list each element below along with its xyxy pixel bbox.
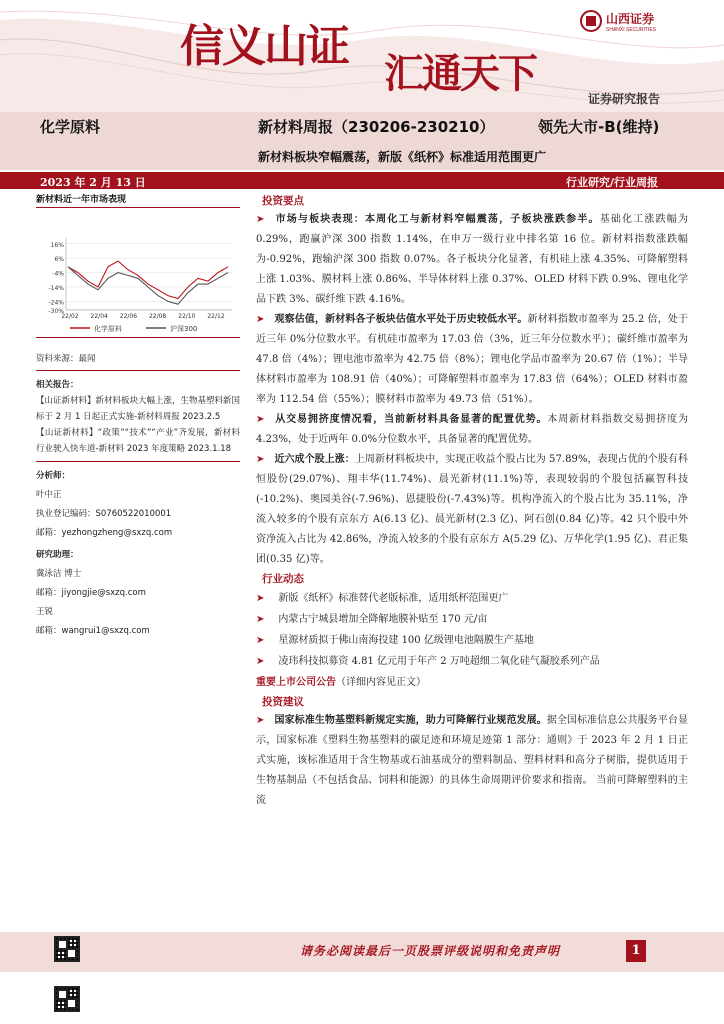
rating: 领先大市-B(维持): [538, 118, 660, 136]
section-investment-advice: 投资建议: [262, 696, 304, 708]
qr-code-icon: [54, 986, 80, 1012]
slogan-part2: 汇通天下: [384, 50, 536, 97]
bullet-icon: ➤: [256, 715, 265, 726]
chart-xtick-label: 22/12: [207, 313, 225, 320]
point-valuation: ➤ 观察估值，新材料各子板块估值水平处于历史较低水平。新材料指数市盈率为 25.2 倍，处于近三年 0%分位数水平。有机硅市盈率为 17.03 倍（3%，近三年分位数水平）；碳纤维市盈率为 47.8 倍（4%）；锂电池市盈率为 42.75 倍（8%）；锂电化学品市盈率为 20.67 倍（1%）；半导体材料市盈率为 108.91 倍（40%）；可降解塑料市盈率为 17.83 倍（64%）；OLED 材料市盈率为 112.54 倍（55%）；膜材料市盈率为 49.73 倍（51%）。: [256, 314, 688, 405]
section-investment-highlights: 投资要点: [262, 195, 304, 207]
related-title: 相关报告：: [36, 380, 79, 390]
company-notice: 重要上市公司公告（详细内容见正文）: [256, 677, 426, 688]
report-date: 2023 年 2 月 13 日: [40, 176, 146, 189]
bullet-icon: ➤: [256, 593, 265, 604]
market-chart-svg: [36, 208, 240, 338]
brand-name: 山西证券: [606, 12, 655, 26]
chart-xtick-label: 22/06: [119, 313, 138, 320]
point-advice: ➤ 国家标准生物基塑料新规定实施，助力可降解行业规范发展。据全国标准信息公共服务平台显示，国家标准《塑料生物基塑料的碳足迹和环境足迹第 1 部分：通则》于 2023 年 2 月 1 日正式实施，该标准适用于含生物基或石油基成分的塑料制品、塑料材料和高分子树脂，提供适用于生物基制品（不包括食品、饲料和能源）的具体生命周期评价要求和指南。 当前可降解塑料的主流: [256, 715, 688, 806]
doc-category: 行业研究/行业周报: [566, 176, 659, 189]
qr-code-icon: [54, 936, 80, 962]
report-subtitle: 新材料板块窄幅震荡，新版《纸杯》标准适用范围更广: [258, 150, 547, 164]
main-content: [256, 192, 688, 811]
chart-legend-label: 化学原料: [94, 325, 122, 333]
chart-ytick-label: -30%: [48, 308, 64, 315]
section-industry-news: 行业动态: [262, 573, 304, 585]
analyst-title: 分析师：: [36, 471, 71, 481]
brand-logo-icon: [580, 10, 602, 32]
analyst-name: 叶中正: [36, 490, 62, 500]
related-report-item[interactable]: 【山证新材料】新材料板块大幅上涨，生物基塑料新国标于 2 月 1 日起正式实施-新材料周报 2023.2.5: [36, 396, 241, 422]
chart-xtick-label: 22/02: [61, 313, 79, 320]
brand-sub: SHANXI SECURITIES: [606, 27, 657, 33]
chart-ytick-label: 16%: [50, 241, 64, 249]
point-stocks: ➤ 近六成个股上涨：上周新材料板块中，实现正收益个股占比为 57.89%，表现占优的个股有科恒股份(29.07%)、翔丰华(11.74%)、晨光新材(11.1%)等，表现较弱的个股包括赢智科技(-10.2%)、奥园美谷(-7.96%)、恩捷股份(-7.43%)等。机构净流入的个股占比为 35.11%，净流入较多的个股有京东方 A(6.13 亿)、晨光新材(2.3 亿)、阿石创(0.84 亿)等。42 只个股中外资净流入占比为 42.86%，净流入较多的个股有京东方 A(5.29 亿)、万华化学(1.95 亿)、君正集团(0.35 亿)等。: [256, 454, 689, 565]
assistant-name: 王锐: [36, 607, 54, 617]
bullet-icon: ➤: [256, 454, 265, 465]
related-reports: [36, 377, 240, 462]
analyst-license: 执业登记编码：S0760522010001: [36, 509, 172, 519]
bullet-icon: ➤: [256, 314, 265, 325]
notice-link[interactable]: 重要上市公司公告: [256, 677, 336, 688]
news-item: ➤ 内蒙古宁城县增加全降解地膜补贴至 170 元/亩: [256, 614, 488, 625]
slogan-part1: 信义山证: [180, 21, 348, 72]
industry-category: 化学原料: [40, 118, 101, 136]
analyst-block: [36, 468, 240, 639]
chart-xtick-label: 22/08: [148, 313, 167, 320]
chart-series-line: [68, 261, 228, 299]
report-title: 新材料周报（230206-230210）: [258, 118, 495, 136]
bullet-icon: ➤: [256, 614, 265, 625]
disclaimer[interactable]: 请务必阅读最后一页股票评级说明和免责声明: [300, 944, 561, 958]
chart-ytick-label: -24%: [48, 299, 64, 307]
bullet-icon: ➤: [256, 214, 265, 225]
chart-xtick-label: 22/04: [90, 313, 108, 320]
point-market-performance: ➤ 市场与板块表现：本周化工与新材料窄幅震荡，子板块涨跌参半。基础化工涨跌幅为 0.29%，跑赢沪深 300 指数 1.14%，在申万一级行业中排名第 16 位。新材料指数涨跌幅为-0.92%，跑输沪深 300 指数 0.07%。各子板块分化显著，有机硅上涨 4.35%、可降解塑料上涨 1.03%、膜材料上涨 0.86%、半导体材料上涨 0.37%、OLED 材料下跌 0.9%、锂电化学品下跌 3%、碳纤维下跌 4.16%。: [256, 214, 688, 305]
chart-ytick-label: -14%: [48, 284, 64, 292]
analyst-email[interactable]: 邮箱：yezhongzheng@sxzq.com: [36, 528, 173, 538]
doc-type: 证券研究报告: [588, 92, 661, 106]
report-header: [0, 0, 724, 112]
bullet-icon: ➤: [256, 656, 265, 667]
point-crowding: ➤ 从交易拥挤度情况看，当前新材料具备显著的配置优势。本周新材料指数交易拥挤度为 4.23%，处于近两年 0.0%分位数水平，具备显著的配置优势。: [256, 414, 689, 445]
assistant-email[interactable]: 邮箱：wangrui1@sxzq.com: [36, 626, 150, 636]
chart-ytick-label: 6%: [54, 256, 64, 264]
assistant-email[interactable]: 邮箱：jiyongjie@sxzq.com: [36, 588, 146, 598]
chart-legend-label: 沪深300: [170, 325, 198, 333]
chart-heading: 新材料近一年市场表现: [36, 192, 240, 208]
chart-source: 资料来源：最闻: [36, 352, 240, 371]
bullet-icon: ➤: [256, 635, 265, 646]
news-item: ➤ 凌玮科技拟募资 4.81 亿元用于年产 2 万吨超细二氧化硅气凝胶系列产品: [256, 656, 600, 667]
sidebar: [36, 192, 240, 639]
assistant-title: 研究助理：: [36, 550, 79, 560]
related-report-item[interactable]: 【山证新材料】“政策”“技术”“产业”齐发展，新材料行业驶入快车道-新材料 2023 年度策略 2023.1.18: [36, 428, 240, 454]
news-item: ➤ 星源材质拟于佛山南海投建 100 亿级锂电池隔膜生产基地: [256, 635, 534, 646]
chart-xtick-label: 22/10: [178, 313, 196, 320]
market-chart: [36, 208, 240, 338]
bullet-icon: ➤: [256, 414, 265, 425]
brand-logo: [580, 8, 656, 33]
assistant-name: 冀泳洁 博士: [36, 569, 82, 579]
news-item: ➤ 新版《纸杯》标准替代老版标准，适用纸杯范围更广: [256, 593, 509, 604]
page-number: 1: [626, 940, 646, 962]
chart-ytick-label: -4%: [52, 270, 64, 278]
